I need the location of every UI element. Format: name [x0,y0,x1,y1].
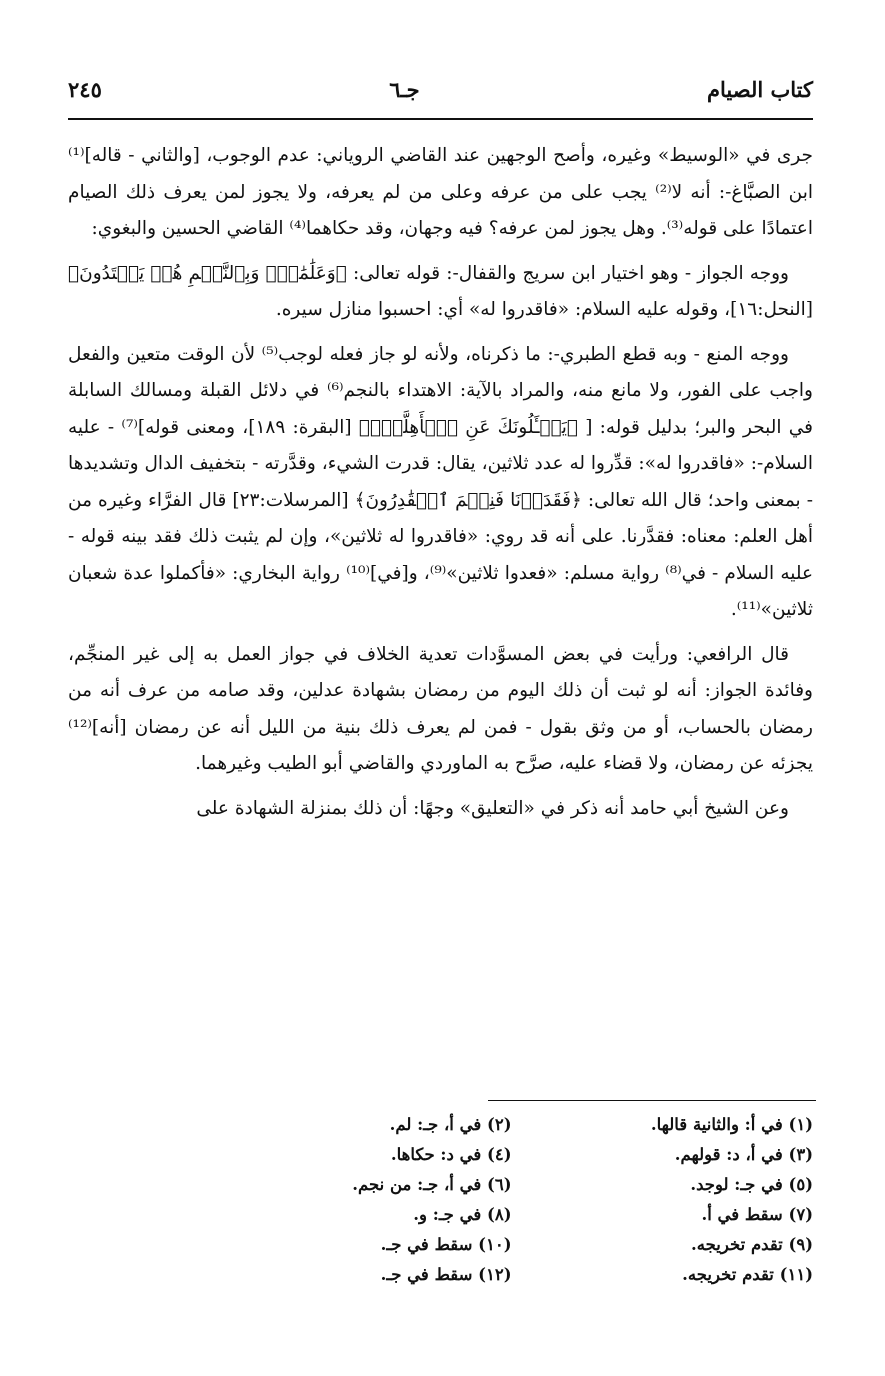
paragraph-3: ووجه المنع - وبه قطع الطبري-: ما ذكرناه، ولأنه لو جاز فعله لوجب⁽⁵⁾ لأن الوقت متعين والفعل واجب على الفور، ولا مانع منه، والمراد بالآية: الاهتداء بالنجم⁽⁶⁾ في دلائل القبلة ومسالك السابلة في البحر والبر؛ بدليل قوله: [ ﴿يَسۡـَٔلُونَكَ عَنِ ٱلۡأَهِلَّةِۖ﴾ [البقرة: ١٨٩]، ومعنى قوله]⁽⁷⁾ - عليه السلام-: «فاقدروا له»: قدِّروا له عدد ثلاثين، يقال: قدرت الشيء، وقدَّرته - بتخفيف الدال وتشديدها - بمعنى واحد؛ قال الله تعالى: ﴿فَقَدَرۡنَا فَنِعۡمَ ٱلۡقَٰدِرُونَ﴾ [المرسلات:٢٣] قال الفرَّاء وغيره من أهل العلم: معناه: فقدَّرنا. على أنه قد روي: «فاقدروا له ثلاثين»، وإن لم يثبت ذلك فقد بينه قوله - عليه السلام - في⁽⁸⁾ رواية مسلم: «فعدوا ثلاثين»⁽⁹⁾، و[في]⁽¹⁰⁾ رواية البخاري: «فأكملوا عدة شعبان ثلاثين»⁽¹¹⁾. [68,343,813,620]
book-title: كتاب الصيام [707,76,813,102]
footnote-5: (٥) في جـ: لوجد. [690,1175,813,1194]
footnote-7: (٧) سقط في أ. [701,1205,813,1224]
footnote-1: (١) في أ: والثانية قالها. [650,1115,813,1134]
footnotes [230,1110,813,1290]
footnote-6: (٦) في أ، جـ: من نجم. [352,1175,512,1194]
header-rule [68,118,813,120]
footnote-rule [488,1100,816,1101]
paragraph-1: جرى في «الوسيط» وغيره، وأصح الوجهين عند القاضي الروياني: عدم الوجوب، [والثاني - قاله]⁽¹⁾ ابن الصبَّاغ-: أنه لا⁽²⁾ يجب على من عرفه وعلى من لم يعرفه، ولا يجوز لمن يعرف ذلك الصيام اعتمادًا على قوله⁽³⁾. وهل يجوز لمن عرفه؟ فيه وجهان، وقد حكاهما⁽⁴⁾ القاضي الحسين والبغوي: [68,145,813,239]
main-text [68,138,813,835]
paragraph-5: وعن الشيخ أبي حامد أنه ذكر في «التعليق» وجهًا: أن ذلك بمنزلة الشهادة على [196,797,789,819]
page-number: ٢٤٥ [68,76,102,102]
footnote-2: (٢) في أ، جـ: لم. [389,1115,512,1134]
footnote-12: (١٢) سقط في جـ. [380,1265,512,1284]
volume-label: جـ٦ [389,76,420,102]
footnote-4: (٤) في د: حكاها. [390,1145,512,1164]
footnote-10: (١٠) سقط في جـ. [380,1235,512,1254]
footnote-8: (٨) في جـ: و. [413,1205,512,1224]
footnote-11: (١١) تقدم تخريجه. [682,1265,813,1284]
paragraph-2: ووجه الجواز - وهو اختيار ابن سريج والقفال-: قوله تعالى: ﴿وَعَلَٰمَٰتٍۚ وَبِٱلنَّجۡمِ هُمۡ يَهۡتَدُونَ﴾ [النحل:١٦]، وقوله عليه السلام: «فاقدروا له» أي: احسبوا منازل سيره. [68,262,813,320]
running-header [68,64,813,114]
footnote-9: (٩) تقدم تخريجه. [691,1235,813,1254]
paragraph-4: قال الرافعي: ورأيت في بعض المسوَّدات تعدية الخلاف في جواز العمل به إلى غير المنجِّم، وفائدة الجواز: أنه لو ثبت أن ذلك اليوم من رمضان بشهادة عدلين، وقد صامه من عرف أنه من رمضان بالحساب، أو من وثق بقول - فمن لم يعرف ذلك بنية من الليل أنه عن رمضان [أنه]⁽¹²⁾ يجزئه عن رمضان، ولا قضاء عليه، صرَّح به الماوردي والقاضي أبو الطيب وغيرهما. [68,643,813,774]
footnote-3: (٣) في أ، د: قولهم. [674,1145,813,1164]
